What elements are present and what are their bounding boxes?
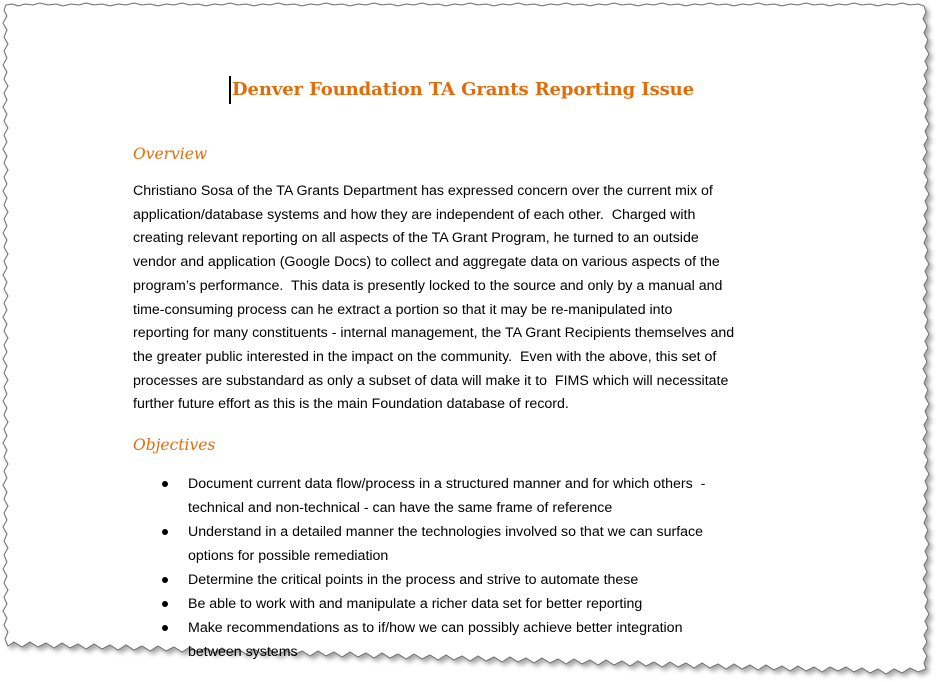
objective-line: Document current data flow/process in a structured manner and for which others -	[188, 476, 706, 492]
paragraph-line: the greater public interested in the impact on the community. Even with the above, this set of	[133, 348, 717, 365]
paragraph-line: Christiano Sosa of the TA Grants Department has expressed concern over the current mix of	[133, 183, 713, 199]
bullet-icon	[162, 529, 168, 535]
objective-item	[133, 520, 833, 568]
title-container	[0, 76, 945, 104]
objective-line: Be able to work with and manipulate a richer data set for better reporting	[188, 596, 643, 612]
bullet-icon	[162, 577, 168, 583]
objective-line: Determine the critical points in the process and strive to automate these	[188, 572, 639, 588]
objective-line: Understand in a detailed manner the technologies involved so that we can surface	[188, 524, 704, 540]
paragraph-line: time-consuming process can he extract a portion so that it may be re-manipulated into	[133, 301, 673, 318]
paragraph-line: further future effort as this is the main Foundation database of record.	[133, 396, 569, 413]
objectives-list	[133, 472, 833, 664]
bullet-icon	[162, 481, 168, 487]
objective-line: Make recommendations as to if/how we can possibly achieve better integration	[188, 620, 683, 636]
paragraph-line: processes are substandard as only a subset of data will make it to FIMS which will necessitate	[133, 372, 729, 389]
paragraph-line: reporting for many constituents - internal management, the TA Grant Recipients themselves and	[133, 325, 735, 342]
document-title[interactable]: Denver Foundation TA Grants Reporting Issue	[229, 76, 694, 104]
objective-item	[133, 592, 833, 616]
objective-item	[133, 568, 833, 592]
objective-line: options for possible remediation	[188, 548, 389, 564]
paragraph-line: vendor and application (Google Docs) to collect and aggregate data on various aspects of the	[133, 254, 720, 271]
objective-line: technical and non-technical - can have the same frame of reference	[188, 500, 613, 516]
paragraph-line: creating relevant reporting on all aspects of the TA Grant Program, he turned to an outside	[133, 230, 699, 247]
objective-item	[133, 472, 833, 520]
objective-line: between systems	[188, 644, 298, 660]
bullet-icon	[162, 625, 168, 631]
paragraph-line: program’s performance. This data is presently locked to the source and only by a manual and	[133, 277, 723, 294]
objective-item	[133, 616, 833, 664]
bullet-icon	[162, 601, 168, 607]
overview-paragraph	[133, 180, 813, 417]
overview-heading: Overview	[133, 145, 208, 163]
objectives-heading: Objectives	[133, 436, 216, 454]
paragraph-line: application/database systems and how they are independent of each other. Charged with	[133, 206, 696, 223]
